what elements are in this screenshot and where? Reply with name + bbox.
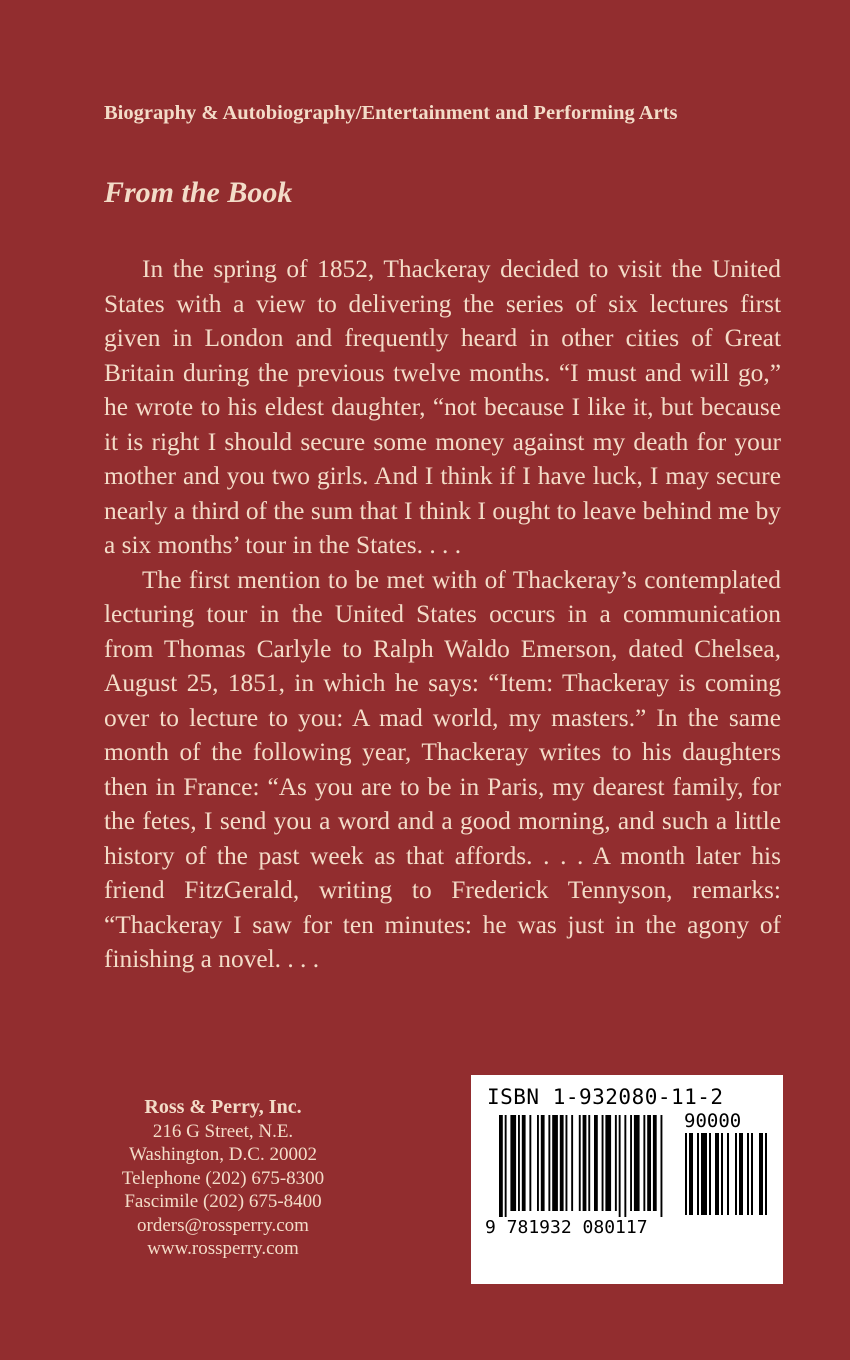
barcode-bar bbox=[739, 1133, 743, 1215]
barcode-bar bbox=[602, 1115, 604, 1211]
barcode-bar bbox=[619, 1115, 621, 1217]
excerpt-paragraph-2: The first mention to be met with of Thackeray’s contemplated lecturing tour in the United States occurs in a communication from Thomas Carlyle to Ralph Waldo Emerson, dated Chelsea, August 25, 1851, in which he says: “Item: Thackeray is coming over to lecture to you: A mad world, my masters.” In the same month of the following year, Thackeray writes to his daughters then in France: “As you are to be in Paris, my dearest family, for the fetes, I send you a word and a good morning, and such a little history of the past week as that affords. . . . A month later his friend FitzGerald, writing to Frederick Tennyson, remarks: “Thackeray I saw for ten minutes: he was just in the agony of finishing a novel. . . . bbox=[104, 565, 781, 973]
barcode-bar bbox=[765, 1133, 767, 1215]
barcode-bar bbox=[630, 1115, 632, 1211]
barcode-bar bbox=[661, 1115, 663, 1217]
barcode-bar bbox=[709, 1133, 711, 1215]
barcode-bar bbox=[552, 1115, 558, 1211]
barcode-bar bbox=[571, 1115, 573, 1211]
ean-digits: 9 781932 080117 bbox=[485, 1217, 648, 1238]
barcode-bar bbox=[721, 1133, 723, 1215]
barcode-bar bbox=[701, 1133, 707, 1215]
barcode-bar bbox=[566, 1115, 568, 1211]
publisher-email: orders@rossperry.com bbox=[137, 1214, 309, 1236]
barcode-bar bbox=[529, 1115, 531, 1211]
barcode-bar bbox=[605, 1115, 611, 1211]
price-code: 90000 bbox=[684, 1110, 742, 1132]
barcode-bar bbox=[759, 1133, 763, 1215]
publisher-telephone: Telephone (202) 675-8300 bbox=[121, 1167, 325, 1189]
barcode-bar bbox=[647, 1115, 651, 1211]
category-line: Biography & Autobiography/Entertainment and Performing Arts bbox=[104, 102, 678, 124]
barcode-bar bbox=[727, 1133, 729, 1215]
section-title: From the Book bbox=[104, 176, 293, 209]
publisher-street: 216 G Street, N.E. bbox=[152, 1120, 294, 1142]
barcode-bar bbox=[548, 1115, 550, 1211]
barcode-bar bbox=[510, 1115, 516, 1211]
barcode-bar bbox=[685, 1133, 687, 1215]
barcode-bar bbox=[624, 1115, 626, 1217]
barcode-bar bbox=[689, 1133, 693, 1215]
book-excerpt bbox=[104, 252, 781, 977]
barcode-bar bbox=[579, 1115, 581, 1211]
barcode-bar bbox=[653, 1115, 657, 1211]
barcode-bar bbox=[751, 1133, 753, 1215]
barcode-bar bbox=[594, 1115, 598, 1211]
publisher-website: www.rossperry.com bbox=[147, 1238, 299, 1259]
barcode-bar bbox=[522, 1115, 526, 1211]
barcode-bar bbox=[634, 1115, 640, 1211]
barcode-bar bbox=[537, 1115, 539, 1211]
barcode-bars bbox=[471, 1075, 783, 1284]
excerpt-paragraph-1: In the spring of 1852, Thackeray decided to visit the United States with a view to delivering the series of six lectures first given in London and frequently heard in other cities of Great Britain during the previous twelve months. “I must and will go,” he wrote to his eldest daughter, “not because I like it, but because it is right I should secure some money against my death for your mother and you two girls. And I think if I have luck, I may secure nearly a third of the sum that I think I ought to leave behind me by a six months’ tour in the States. . . . bbox=[104, 255, 781, 559]
barcode-bar bbox=[747, 1133, 749, 1215]
publisher-fax: Fascimile (202) 675-8400 bbox=[124, 1191, 322, 1212]
barcode-bar bbox=[560, 1115, 564, 1211]
publisher-info bbox=[98, 1096, 348, 1261]
barcode-bar bbox=[583, 1115, 587, 1211]
isbn-label: ISBN 1-932080-11-2 bbox=[487, 1085, 724, 1109]
barcode-bar bbox=[499, 1115, 503, 1217]
barcode-bar bbox=[588, 1115, 590, 1211]
barcode-bar bbox=[505, 1115, 507, 1217]
barcode-bar bbox=[541, 1115, 545, 1211]
barcode-bar bbox=[697, 1133, 699, 1215]
barcode-bar bbox=[735, 1133, 737, 1215]
barcode-bar bbox=[518, 1115, 520, 1211]
barcode-bar bbox=[615, 1115, 617, 1211]
publisher-city: Washington, D.C. 20002 bbox=[129, 1144, 317, 1165]
barcode-panel bbox=[471, 1075, 783, 1284]
publisher-name: Ross & Perry, Inc. bbox=[144, 1096, 302, 1118]
barcode-bar bbox=[715, 1133, 719, 1215]
barcode-bar bbox=[643, 1115, 645, 1211]
